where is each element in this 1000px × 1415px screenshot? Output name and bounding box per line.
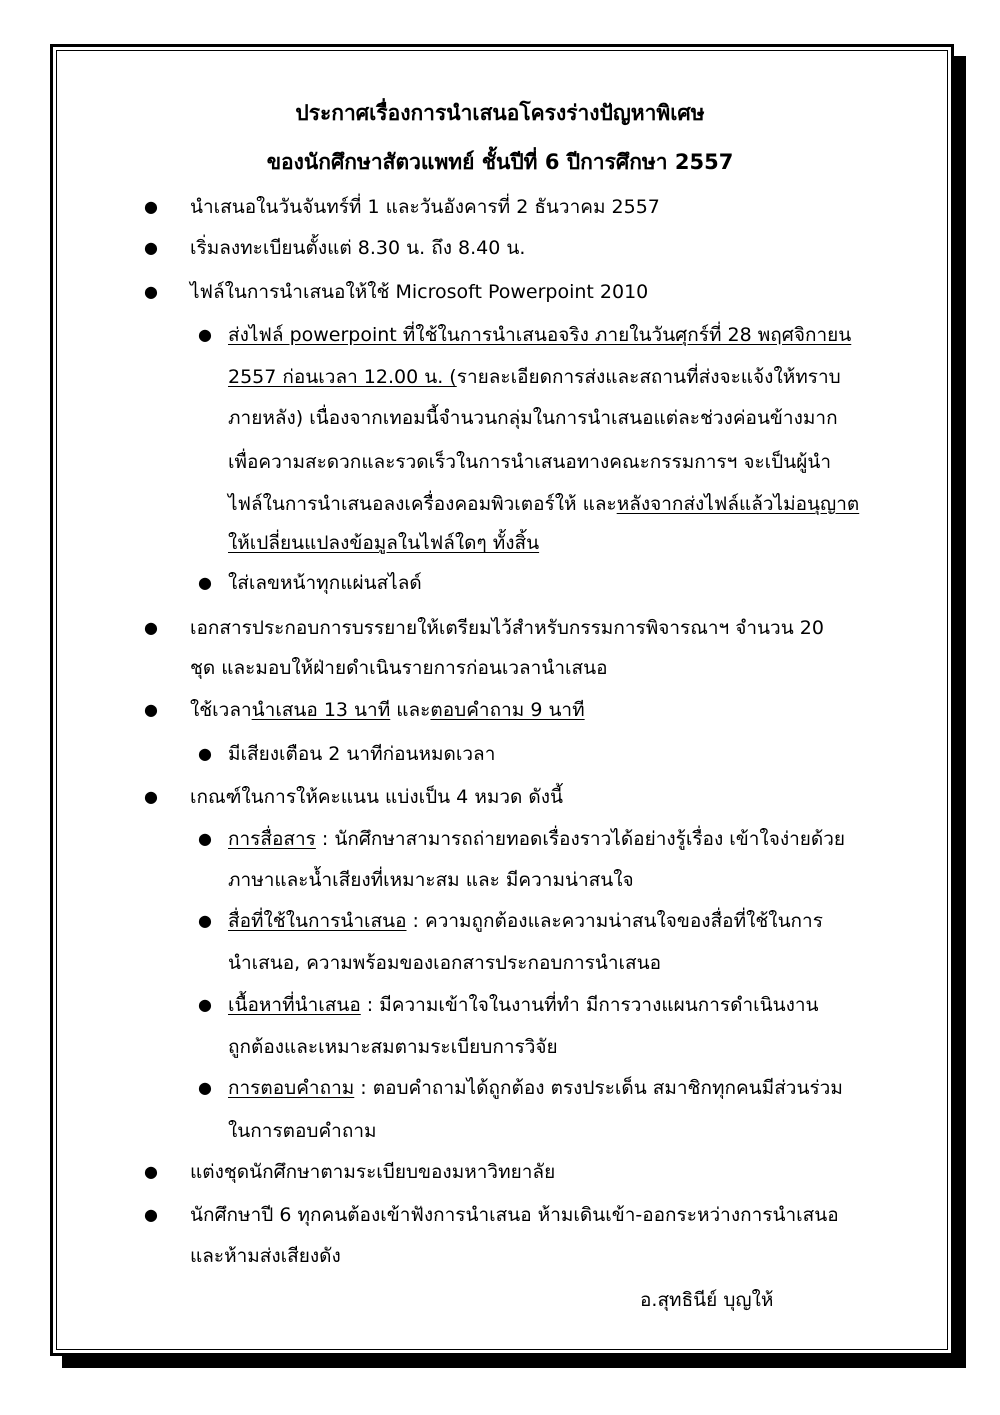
sub-bullet-icon: ●: [198, 1078, 212, 1097]
announcement-title-line2: ของนักศึกษาสัตวแพทย์ ชั้นปีที่ 6 ปีการศึกษา 2557: [266, 150, 734, 174]
item-attendance-line2: และห้ามส่งเสียงดัง: [190, 1245, 341, 1267]
bullet-icon: ●: [144, 787, 158, 806]
item-documents-line2: ชุด และมอบให้ฝ่ายดำเนินรายการก่อนเวลานำเสนอ: [190, 657, 608, 679]
criterion-media-text: : ความถูกต้องและความน่าสนใจของสื่อที่ใช้ในการ: [406, 910, 823, 932]
submit-deadline-line1: [228, 322, 851, 348]
criterion-qa-line1: [228, 1075, 843, 1101]
submit-deadline-line4: เพื่อความสะดวกและรวดเร็วในการนำเสนอทางคณะกรรมการฯ จะเป็นผู้นำ: [228, 451, 831, 473]
signature: อ.สุทธินีย์ บุญให้: [640, 1289, 774, 1311]
criterion-qa-label: การตอบคำถาม: [228, 1077, 355, 1099]
item-documents-line1: เอกสารประกอบการบรรยายให้เตรียมไว้สำหรับกรรมการพิจารณาฯ จำนวน 20: [190, 617, 824, 639]
submit-deadline-line5: [228, 491, 859, 517]
no-change-warning-underlined: หลังจากส่งไฟล์แล้วไม่อนุญาต: [616, 493, 860, 515]
bullet-icon: ●: [144, 238, 158, 257]
item-dress: แต่งชุดนักศึกษาตามระเบียบของมหาวิทยาลัย: [190, 1161, 556, 1183]
criterion-qa-text: : ตอบคำถามได้ถูกต้อง ตรงประเด็น สมาชิกทุกคนมีส่วนร่วม: [354, 1077, 843, 1099]
criterion-content-text: : มีความเข้าใจในงานที่ทำ มีการวางแผนการดำเนินงาน: [360, 994, 819, 1016]
item-page-numbers: ใส่เลขหน้าทุกแผ่นสไลด์: [228, 572, 422, 594]
bullet-icon: ●: [144, 197, 158, 216]
criterion-content-line1: [228, 992, 819, 1018]
criterion-content-line2: ถูกต้องและเหมาะสมตามระเบียบการวิจัย: [228, 1036, 558, 1058]
item-date: นำเสนอในวันจันทร์ที่ 1 และวันอังคารที่ 2 ธันวาคม 2557: [190, 196, 660, 218]
sub-bullet-icon: ●: [198, 573, 212, 592]
time-qa-underlined: ตอบคำถาม 9 นาที: [430, 699, 585, 721]
submit-deadline-detail: รายละเอียดการส่งและสถานที่ส่งจะแจ้งให้ทราบ: [456, 366, 841, 388]
sub-bullet-icon: ●: [198, 995, 212, 1014]
bullet-icon: ●: [144, 618, 158, 637]
item-warning: มีเสียงเตือน 2 นาทีก่อนหมดเวลา: [228, 743, 496, 765]
no-change-warning-underlined-2: ให้เปลี่ยนแปลงข้อมูลในไฟล์ใดๆ ทั้งสิ้น: [228, 532, 540, 554]
bullet-icon: ●: [144, 282, 158, 301]
criterion-communication-text: : นักศึกษาสามารถถ่ายทอดเรื่องราวได้อย่างรู้เรื่อง เข้าใจง่ายด้วย: [315, 828, 846, 850]
criterion-media-label: สื่อที่ใช้ในการนำเสนอ: [228, 910, 407, 932]
bullet-icon: ●: [144, 700, 158, 719]
time-prefix: ใช้เวลา: [190, 699, 252, 721]
criterion-communication-line2: ภาษาและน้ำเสียงที่เหมาะสม และ มีความน่าสนใจ: [228, 869, 634, 891]
bullet-icon: ●: [144, 1205, 158, 1224]
submit-deadline-underlined: ส่งไฟล์ powerpoint ที่ใช้ในการนำเสนอจริง ภายในวันศุกร์ที่ 28 พฤศจิกายน: [228, 324, 852, 346]
time-and: และ: [390, 699, 431, 721]
item-criteria-intro: เกณฑ์ในการให้คะแนน แบ่งเป็น 4 หมวด ดังนี้: [190, 786, 564, 808]
announcement-title-line1: ประกาศเรื่องการนำเสนอโครงร่างปัญหาพิเศษ: [295, 101, 705, 125]
criterion-content-label: เนื้อหาที่นำเสนอ: [228, 994, 361, 1016]
item-time: [190, 697, 585, 723]
criterion-qa-line2: ในการตอบคำถาม: [228, 1120, 377, 1142]
bullet-icon: ●: [144, 1162, 158, 1181]
criterion-communication-line1: [228, 826, 845, 852]
time-present-underlined: นำเสนอ 13 นาที: [251, 699, 391, 721]
sub-bullet-icon: ●: [198, 325, 212, 344]
criterion-media-line1: [228, 908, 823, 934]
item-file-format: ไฟล์ในการนำเสนอให้ใช้ Microsoft Powerpoint 2010: [190, 281, 649, 303]
item-attendance-line1: นักศึกษาปี 6 ทุกคนต้องเข้าฟังการนำเสนอ ห้ามเดินเข้า-ออกระหว่างการนำเสนอ: [190, 1204, 839, 1226]
sub-bullet-icon: ●: [198, 911, 212, 930]
sub-bullet-icon: ●: [198, 829, 212, 848]
submit-deadline-line6: [228, 530, 539, 556]
criterion-media-line2: นำเสนอ, ความพร้อมของเอกสารประกอบการนำเสนอ: [228, 952, 661, 974]
item-registration: เริ่มลงทะเบียนตั้งแต่ 8.30 น. ถึง 8.40 น.: [190, 237, 526, 259]
criterion-communication-label: การสื่อสาร: [228, 828, 316, 850]
submit-deadline-time-underlined: 2557 ก่อนเวลา 12.00 น. (: [228, 366, 457, 388]
submit-deadline-line3: ภายหลัง) เนื่องจากเทอมนี้จำนวนกลุ่มในการนำเสนอแต่ละช่วงค่อนข้างมาก: [228, 407, 838, 429]
sub-bullet-icon: ●: [198, 744, 212, 763]
submit-deadline-line5-text: ไฟล์ในการนำเสนอลงเครื่องคอมพิวเตอร์ให้ และ: [228, 493, 617, 515]
submit-deadline-line2: [228, 364, 841, 390]
